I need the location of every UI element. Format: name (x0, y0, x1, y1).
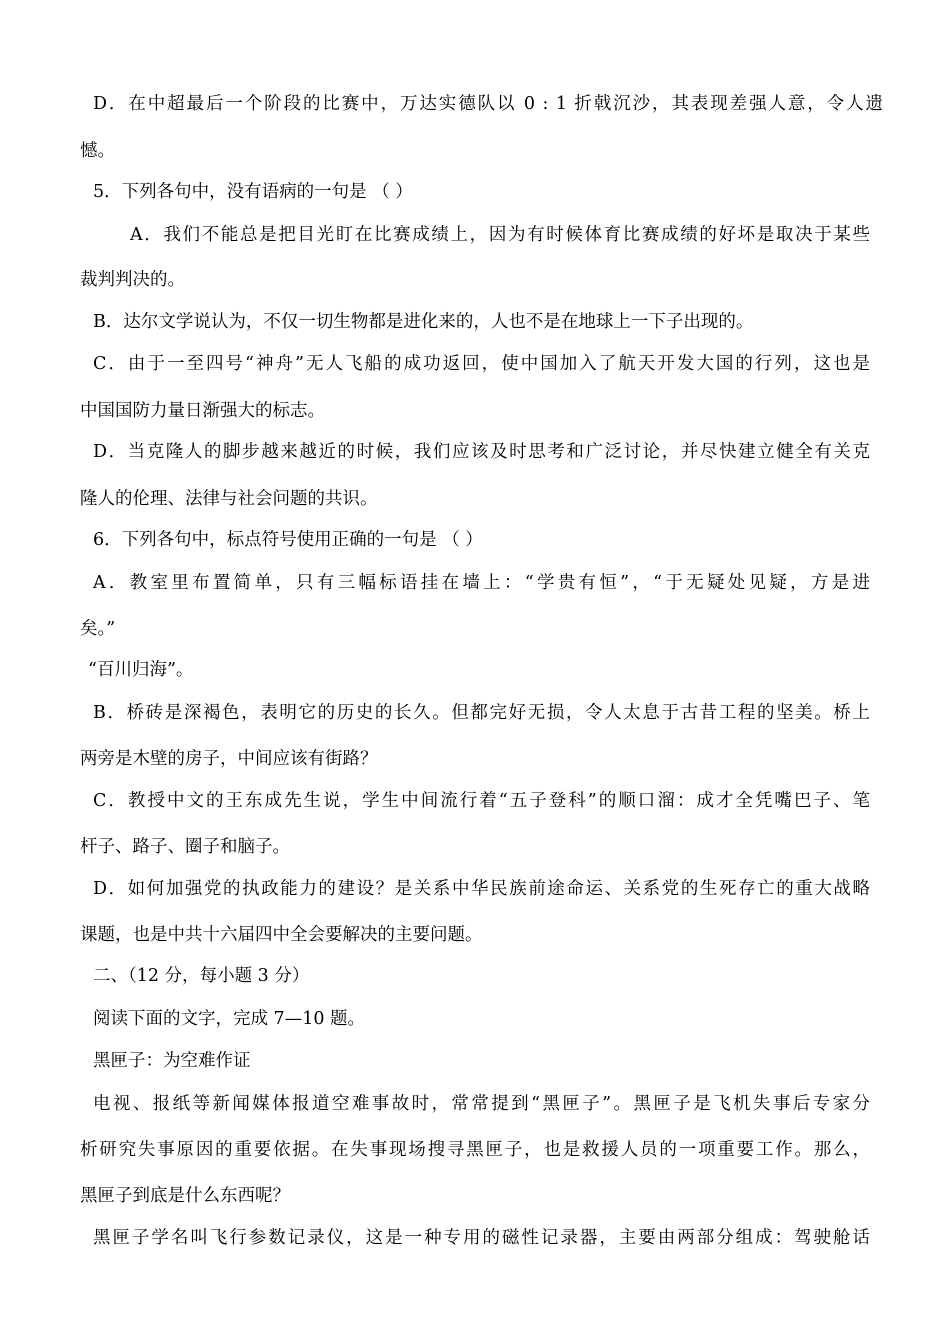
question-6-option-b-line-1: B．桥砖是深褐色，表明它的历史的长久。但都完好无损，令人太息于古昔工程的坚美。桥上 (93, 703, 870, 723)
question-4-option-d-line-1: D．在中超最后一个阶段的比赛中，万达实德队以 0 : 1 折戟沉沙，其表现差强人意，令人遗 (93, 94, 883, 114)
question-6-option-a-line-3: “百川归海”。 (88, 660, 194, 680)
question-5-option-d-line-1: D．当克隆人的脚步越来越近的时候，我们应该及时思考和广泛讨论，并尽快建立健全有关克 (93, 442, 870, 462)
article-title: 黑匣子：为空难作证 (93, 1051, 251, 1071)
question-6-option-c-line-2: 杆子、路子、圈子和脑子。 (80, 837, 290, 857)
reading-instruction: 阅读下面的文字，完成 7—10 题。 (93, 1009, 366, 1029)
question-4-option-d-line-2: 憾。 (80, 141, 115, 161)
section-two-heading: 二、（12 分，每小题 3 分） (93, 966, 310, 986)
question-6-option-d-line-2: 课题，也是中共十六届四中全会要解决的主要问题。 (80, 925, 483, 945)
article-paragraph-1-line-1: 电视、报纸等新闻媒体报道空难事故时，常常提到“黑匣子”。黑匣子是飞机失事后专家分 (93, 1094, 870, 1114)
question-6-stem: 6．下列各句中，标点符号使用正确的一句是 （ ） (93, 530, 483, 550)
question-6-option-d-line-1: D．如何加强党的执政能力的建设？是关系中华民族前途命运、关系党的生死存亡的重大战略 (93, 879, 870, 899)
article-paragraph-2-line-1: 黑匣子学名叫飞行参数记录仪，这是一种专用的磁性记录器，主要由两部分组成：驾驶舱话 (93, 1228, 870, 1248)
question-5-option-a-line-1: A．我们不能总是把目光盯在比赛成绩上，因为有时候体育比赛成绩的好坏是取决于某些 (130, 225, 870, 245)
question-5-option-c-line-1: C．由于一至四号“神舟”无人飞船的成功返回，使中国加入了航天开发大国的行列，这也是 (93, 354, 870, 374)
question-6-option-c-line-1: C．教授中文的王东成先生说，学生中间流行着“五子登科”的顺口溜：成才全凭嘴巴子、笔 (93, 791, 870, 811)
article-paragraph-1-line-3: 黑匣子到底是什么东西呢？ (80, 1186, 290, 1206)
question-6-option-a-line-2: 矣。” (80, 619, 116, 639)
article-paragraph-1-line-2: 析研究失事原因的重要依据。在失事现场搜寻黑匣子，也是救援人员的一项重要工作。那么， (80, 1140, 870, 1160)
question-5-option-d-line-2: 隆人的伦理、法律与社会问题的共识。 (80, 489, 378, 509)
question-5-option-a-line-2: 裁判判决的。 (80, 270, 185, 290)
question-5-option-c-line-2: 中国国防力量日渐强大的标志。 (80, 401, 325, 421)
question-6-option-a-line-1: A．教室里布置简单，只有三幅标语挂在墙上：“学贵有恒”，“于无疑处见疑，方是进 (93, 573, 870, 593)
question-6-option-b-line-2: 两旁是木壁的房子，中间应该有街路？ (80, 749, 378, 769)
question-5-stem: 5．下列各句中，没有语病的一句是 （ ） (93, 182, 413, 202)
question-5-option-b: B．达尔文学说认为，不仅一切生物都是进化来的，人也不是在地球上一下子出现的。 (93, 312, 754, 332)
